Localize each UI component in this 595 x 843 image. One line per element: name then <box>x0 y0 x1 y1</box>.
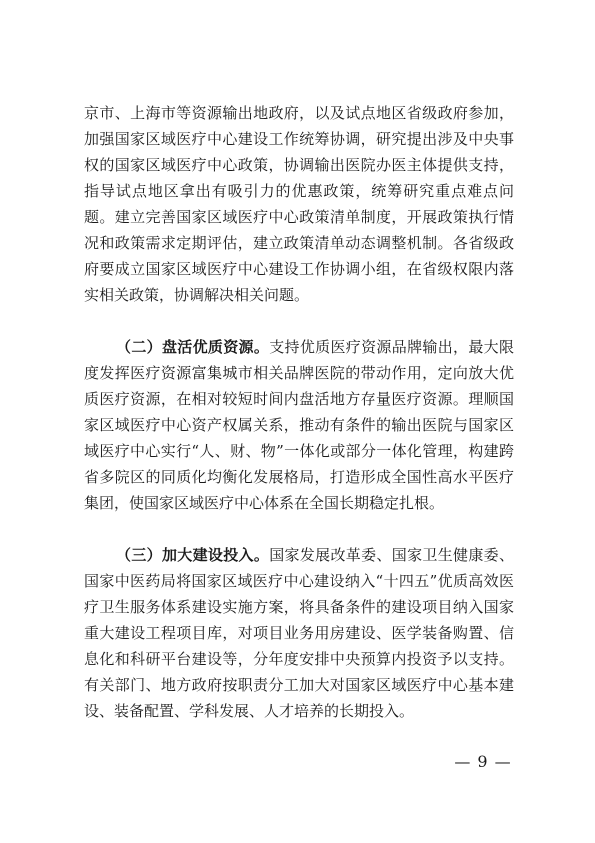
section-2 <box>84 334 514 516</box>
page-number: — 9 — <box>454 752 512 771</box>
text-body <box>84 100 514 308</box>
continuation-paragraph: 京市、上海市等资源输出地政府，以及试点地区省级政府参加，加强国家区域医疗中心建设工作统筹协调，研究提出涉及中央事权的国家区域医疗中心政策，协调输出医院办医主体提供支持，指导试点地区拿出有吸引力的优惠政策，统筹研究重点难点问题。建立完善国家区域医疗中心政策清单制度，开展政策执行情况和政策需求定期评估，建立政策清单动态调整机制。各省级政府要成立国家区域医疗中心建设工作协调小组，在省级权限内落实相关政策，协调解决相关问题。 <box>84 104 514 304</box>
section-3-body: 国家发展改革委、国家卫生健康委、国家中医药局将国家区域医疗中心建设纳入“十四五”优质高效医疗卫生服务体系建设实施方案，将具备条件的建设项目纳入国家重大建设工程项目库，对项目业务用房建设、医学装备购置、信息化和科研平台建设等，分年度安排中央预算内投资予以支持。有关部门、地方政府按职责分工加大对国家区域医疗中心基本建设、装备配置、学科发展、人才培养的长期投入。 <box>84 546 514 720</box>
section-2-paragraph <box>84 334 514 516</box>
section-3 <box>84 542 514 724</box>
section-2-body: 支持优质医疗资源品牌输出，最大限度发挥医疗资源富集城市相关品牌医院的带动作用，定向放大优质医疗资源，在相对较短时间内盘活地方存量医疗资源。理顺国家区域医疗中心资产权属关系，推动有条件的输出医院与国家区域医疗中心实行“人、财、物”一体化或部分一体化管理，构建跨省多院区的同质化均衡化发展格局，打造形成全国性高水平医疗集团，使国家区域医疗中心体系在全国长期稳定扎根。 <box>84 338 514 512</box>
section-3-heading: （三）加大建设投入。 <box>116 546 270 564</box>
section-2-heading: （二）盘活优质资源。 <box>116 338 270 356</box>
section-3-paragraph <box>84 542 514 724</box>
